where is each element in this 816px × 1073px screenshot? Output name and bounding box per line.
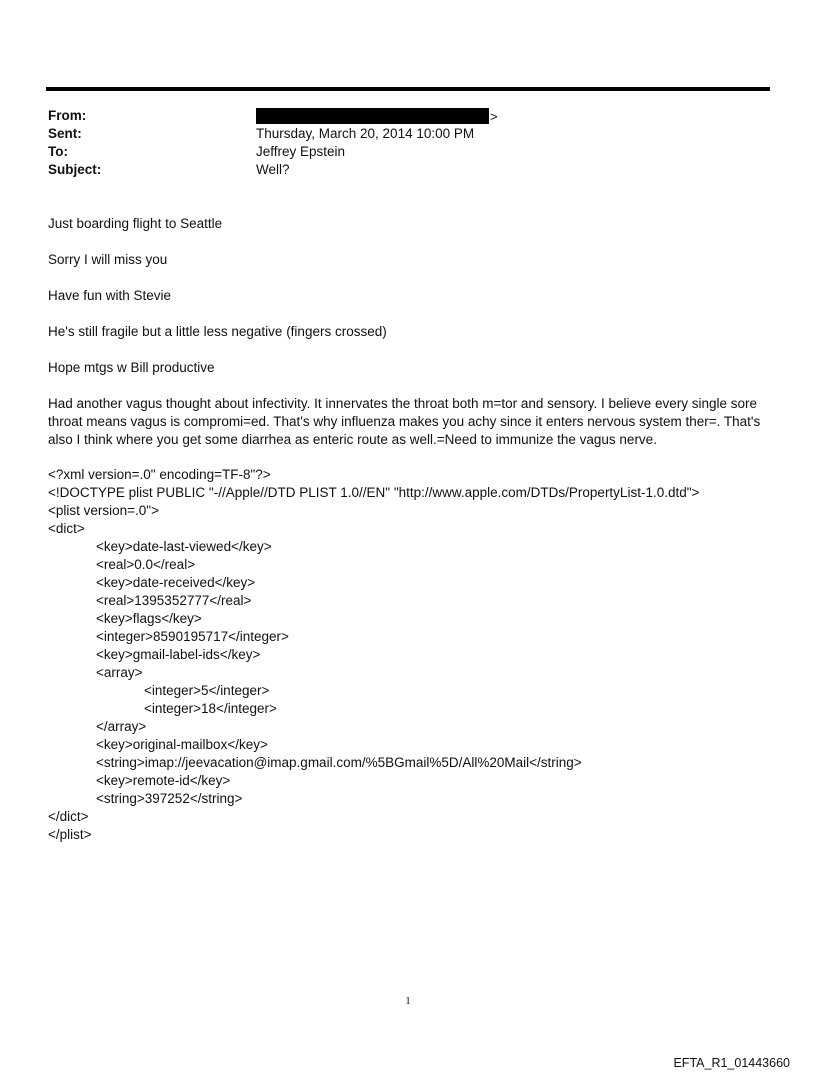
- body-paragraph: Hope mtgs w Bill productive: [48, 360, 215, 375]
- subject-value: Well?: [256, 162, 290, 177]
- document-id: EFTA_R1_01443660: [673, 1056, 790, 1070]
- subject-label: Subject:: [48, 162, 102, 177]
- plist-line: <string>imap://jeevacation@imap.gmail.com/%5BGmail%5D/All%20Mail</string>: [96, 755, 582, 770]
- plist-line: <plist version=.0">: [48, 503, 159, 518]
- plist-line: <string>397252</string>: [96, 791, 243, 806]
- plist-line: <integer>8590195717</integer>: [96, 629, 289, 644]
- to-value: Jeffrey Epstein: [256, 144, 346, 159]
- plist-line: <key>flags</key>: [96, 611, 202, 626]
- plist-line: <?xml version=.0" encoding=TF-8"?>: [48, 467, 271, 482]
- plist-line: <key>date-received</key>: [96, 575, 256, 590]
- body-paragraph: Just boarding flight to Seattle: [48, 216, 223, 231]
- sent-label: Sent:: [48, 126, 82, 141]
- plist-line: <key>date-last-viewed</key>: [96, 539, 272, 554]
- plist-line: </plist>: [48, 827, 92, 842]
- plist-line: <key>gmail-label-ids</key>: [96, 647, 261, 662]
- plist-line: <real>0.0</real>: [96, 557, 196, 572]
- header-rule: [46, 87, 770, 91]
- sent-value: Thursday, March 20, 2014 10:00 PM: [256, 126, 475, 141]
- body-paragraph: He's still fragile but a little less negative (fingers crossed): [48, 324, 387, 339]
- redacted-sender: [256, 108, 489, 124]
- plist-line: <key>remote-id</key>: [96, 773, 231, 788]
- plist-line: <real>1395352777</real>: [96, 593, 252, 608]
- plist-line: <!DOCTYPE plist PUBLIC "-//Apple//DTD PLIST 1.0//EN" "http://www.apple.com/DTDs/PropertyList-1.0.dtd">: [48, 485, 700, 500]
- plist-line: <integer>18</integer>: [144, 701, 277, 716]
- page-number: 1: [405, 995, 411, 1007]
- from-label: From:: [48, 108, 87, 123]
- from-suffix: >: [490, 109, 498, 124]
- plist-line: </array>: [96, 719, 147, 734]
- plist-line: <dict>: [48, 521, 85, 536]
- body-paragraph: Had another vagus thought about infectivity. It innervates the throat both m=tor and sensory. I believe every single sore throat means vagus is compromi=ed. That's why influenza makes you achy since it enters nervous system ther=. That's also I think where you get some diarrhea as enteric route as well.=Need to immunize the vagus nerve.: [48, 396, 761, 447]
- plist-line: <integer>5</integer>: [144, 683, 270, 698]
- to-label: To:: [48, 144, 68, 159]
- plist-line: </dict>: [48, 809, 89, 824]
- plist-line: <array>: [96, 665, 143, 680]
- plist-line: <key>original-mailbox</key>: [96, 737, 268, 752]
- body-paragraph: Have fun with Stevie: [48, 288, 172, 303]
- body-paragraph: Sorry I will miss you: [48, 252, 168, 267]
